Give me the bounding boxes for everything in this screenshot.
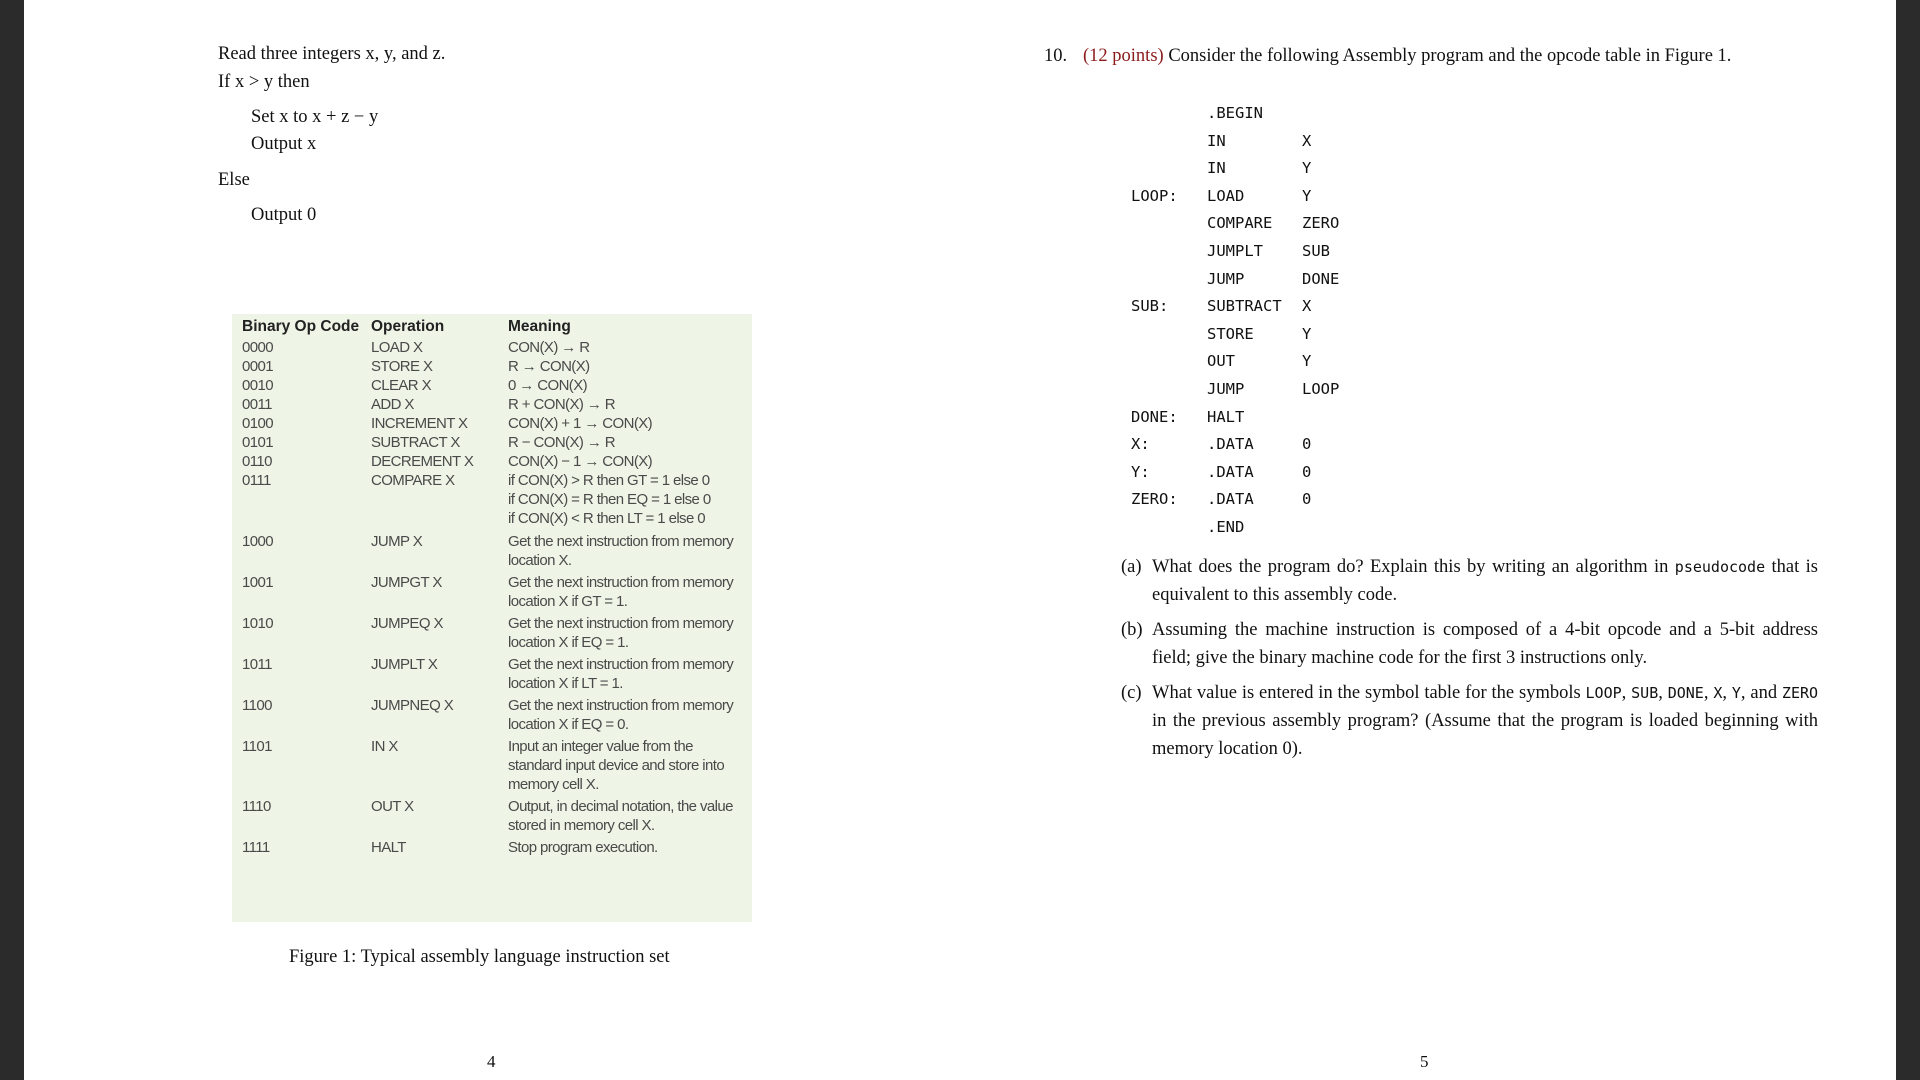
asm-operand: DONE (1302, 269, 1340, 288)
asm-instruction: COMPARE (1207, 214, 1273, 233)
op-code-cell: 1100 (242, 697, 272, 714)
sub-question-c-label: (c) (1121, 683, 1142, 703)
asm-operand: X (1302, 131, 1312, 150)
asm-instruction: JUMP (1207, 269, 1245, 288)
asm-label: Y: (1131, 462, 1150, 481)
meaning-cell: stored in memory cell X. (508, 817, 655, 834)
asm-instruction: SUBTRACT (1207, 297, 1282, 316)
page-number-5: 5 (1420, 1052, 1429, 1071)
asm-operand: Y (1302, 159, 1312, 178)
asm-instruction: JUMPLT (1207, 242, 1263, 260)
asm-instruction: .DATA (1207, 435, 1254, 454)
table-header-operation: Operation (371, 318, 445, 335)
symbol-loop: LOOP (1585, 684, 1622, 702)
pseudo-line-5: Else (218, 170, 250, 190)
operation-cell: INCREMENT X (371, 415, 468, 432)
asm-operand: X (1302, 297, 1312, 316)
pseudocode-keyword: pseudocode (1674, 558, 1766, 576)
operation-cell: JUMPLT X (371, 656, 438, 673)
asm-instruction: LOAD (1207, 186, 1245, 205)
asm-label: X: (1131, 435, 1150, 454)
pseudo-line-6: Output 0 (251, 205, 317, 225)
meaning-cell: location X if EQ = 1. (508, 634, 629, 651)
asm-label: ZERO: (1131, 490, 1178, 509)
table-header-meaning: Meaning (508, 318, 571, 335)
figure-caption: Figure 1: Typical assembly language instruction set (289, 947, 670, 967)
operation-cell: LOAD X (371, 339, 423, 356)
operation-cell: OUT X (371, 798, 414, 815)
operation-cell: SUBTRACT X (371, 434, 460, 451)
asm-operand: Y (1302, 186, 1312, 205)
op-code-cell: 1001 (242, 574, 273, 591)
sub-question-a-text-end: that is equivalent to this assembly code. (1152, 557, 1818, 605)
meaning-cell: 0 → CON(X) (508, 377, 588, 394)
symbol-zero: ZERO (1781, 684, 1819, 702)
asm-instruction: .BEGIN (1207, 104, 1263, 122)
page-number-4: 4 (487, 1052, 496, 1071)
sub-question-c-text-end: in the previous assembly program? (Assume that the program is loaded beginning with memory location 0). (1152, 711, 1818, 759)
points-label: (12 points) (1083, 46, 1164, 66)
meaning-cell: R → CON(X) (508, 358, 590, 375)
asm-label: DONE: (1131, 407, 1178, 426)
sub-question-a-text: What does the program do? Explain this by writing an algorithm in (1152, 557, 1675, 577)
symbol-y: Y (1731, 684, 1741, 702)
op-code-cell: 0111 (242, 472, 271, 489)
meaning-cell: R + CON(X) → R (508, 396, 616, 413)
sub-question-a-label: (a) (1121, 557, 1142, 577)
asm-instruction: HALT (1207, 407, 1245, 426)
operation-cell: STORE X (371, 358, 433, 375)
asm-instruction: .DATA (1207, 490, 1254, 509)
meaning-cell: if CON(X) > R then GT = 1 else 0 (508, 472, 710, 489)
operation-cell: DECREMENT X (371, 453, 474, 470)
asm-label: LOOP: (1131, 186, 1178, 205)
op-code-cell: 1010 (242, 615, 273, 632)
meaning-cell: Input an integer value from the (508, 738, 693, 755)
operation-cell: ADD X (371, 396, 414, 413)
op-code-cell: 1110 (242, 798, 271, 815)
meaning-cell: if CON(X) < R then LT = 1 else 0 (508, 510, 706, 527)
meaning-cell: location X. (508, 552, 572, 569)
sub-question-b (1121, 616, 1818, 672)
op-code-cell: 1000 (242, 533, 273, 550)
asm-instruction: JUMP (1207, 380, 1245, 398)
symbol-sub: SUB (1631, 684, 1659, 702)
meaning-cell: location X if GT = 1. (508, 593, 628, 610)
asm-operand: 0 (1302, 462, 1312, 481)
symbol-x: X (1713, 684, 1723, 702)
operation-cell: JUMPEQ X (371, 615, 443, 632)
asm-operand: Y (1302, 352, 1312, 371)
asm-operand: Y (1302, 324, 1312, 343)
asm-operand: LOOP (1302, 380, 1340, 398)
op-code-cell: 1011 (242, 656, 272, 673)
viewer-right-edge (1896, 0, 1920, 1080)
op-code-cell: 1101 (242, 738, 272, 755)
pseudo-line-4: Output x (251, 134, 317, 154)
sub-question-a (1121, 553, 1818, 609)
asm-operand: 0 (1302, 490, 1312, 509)
meaning-cell: location X if EQ = 0. (508, 716, 629, 733)
meaning-cell: Stop program execution. (508, 839, 658, 856)
meaning-cell: location X if LT = 1. (508, 675, 623, 692)
meaning-cell: memory cell X. (508, 776, 599, 793)
sub-question-c-mid: and (1750, 683, 1782, 703)
pseudo-line-2: If x > y then (218, 72, 310, 92)
meaning-cell: Get the next instruction from memory (508, 656, 734, 673)
meaning-cell: Get the next instruction from memory (508, 574, 734, 591)
asm-instruction: IN (1207, 159, 1226, 178)
symbol-done: DONE (1667, 684, 1704, 702)
op-code-cell: 0110 (242, 453, 272, 470)
op-code-cell: 0101 (242, 434, 273, 451)
sub-question-b-text: Assuming the machine instruction is composed of a 4-bit opcode and a 5-bit address field; give the binary machine code for the first 3 instructions only. (1152, 620, 1818, 668)
meaning-cell: if CON(X) = R then EQ = 1 else 0 (508, 491, 711, 508)
meaning-cell: standard input device and store into (508, 757, 725, 774)
pseudo-line-1: Read three integers x, y, and z. (218, 44, 446, 64)
asm-operand: 0 (1302, 435, 1312, 454)
meaning-cell: Get the next instruction from memory (508, 533, 734, 550)
operation-cell: JUMPNEQ X (371, 697, 454, 714)
sub-question-c: (c) What value is entered in the symbol table for the symbols LOOP, SUB, DONE, X, Y, and ZERO in the previous assembly program? (Assume that the program is loaded beginning with memory location 0). (1152, 679, 1818, 763)
asm-instruction: IN (1207, 131, 1226, 150)
asm-instruction: STORE (1207, 324, 1254, 343)
meaning-cell: Output, in decimal notation, the value (508, 798, 733, 815)
meaning-cell: CON(X) → R (508, 339, 590, 356)
pseudo-line-3: Set x to x + z − y (251, 107, 379, 127)
operation-cell: IN X (371, 738, 398, 755)
operation-cell: HALT (371, 839, 406, 856)
operation-cell: JUMP X (371, 533, 423, 550)
operation-cell: JUMPGT X (371, 574, 442, 591)
question-10 (1044, 42, 1785, 70)
sub-question-c-text: What value is entered in the symbol table for the symbols (1152, 683, 1586, 703)
op-code-cell: 0000 (242, 339, 273, 356)
meaning-cell: CON(X) + 1 → CON(X) (508, 415, 653, 432)
asm-label: SUB: (1131, 297, 1169, 316)
question-number: 10. (1044, 46, 1068, 66)
op-code-cell: 0011 (242, 396, 272, 413)
asm-instruction: .DATA (1207, 462, 1254, 481)
asm-instruction: .END (1207, 518, 1245, 536)
meaning-cell: Get the next instruction from memory (508, 615, 734, 632)
op-code-cell: 1111 (242, 839, 270, 856)
meaning-cell: CON(X) − 1 → CON(X) (508, 453, 653, 470)
op-code-cell: 0010 (242, 377, 273, 394)
meaning-cell: R − CON(X) → R (508, 434, 616, 451)
table-header-code: Binary Op Code (242, 318, 360, 335)
operation-cell: CLEAR X (371, 377, 431, 394)
asm-operand: ZERO (1302, 214, 1340, 233)
operation-cell: COMPARE X (371, 472, 455, 489)
asm-operand: SUB (1302, 242, 1330, 260)
question-text: Consider the following Assembly program and the opcode table in Figure 1. (1168, 46, 1732, 66)
op-code-cell: 0100 (242, 415, 273, 432)
meaning-cell: Get the next instruction from memory (508, 697, 734, 714)
opcode-table (232, 314, 752, 922)
asm-instruction: OUT (1207, 352, 1235, 371)
sub-question-b-label: (b) (1121, 620, 1143, 640)
op-code-cell: 0001 (242, 358, 273, 375)
